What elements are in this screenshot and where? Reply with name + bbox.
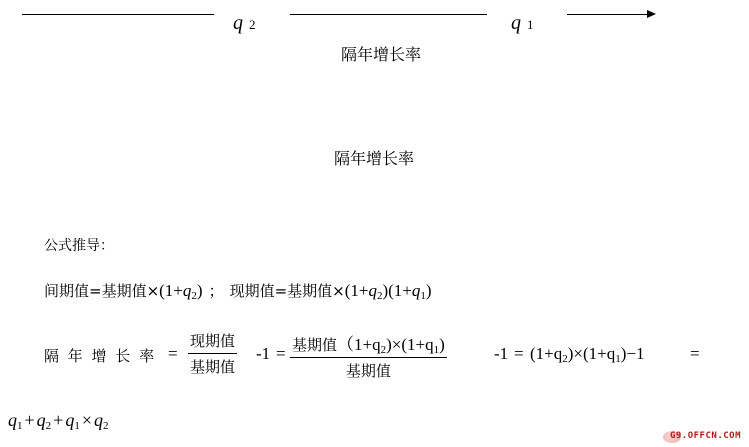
timeline-segment-middle xyxy=(290,14,487,15)
equals-sign-3: = xyxy=(514,344,524,363)
timeline-label-q2: q 2 xyxy=(233,12,256,34)
fraction-current-over-base xyxy=(188,330,237,377)
timeline-segment-right xyxy=(567,14,647,15)
growth-rate-label: 隔 年 增 长 率 xyxy=(44,347,157,365)
fraction-1-bar xyxy=(188,353,237,354)
fraction-1-denominator: 基期值 xyxy=(190,358,236,376)
equals-sign-2: = xyxy=(276,344,286,363)
current-value-label: 现期值=基期值× xyxy=(229,282,345,300)
interval-value-expr: $(1+q_2)$ xyxy=(159,281,203,302)
fraction-2-bar xyxy=(290,357,447,358)
timeline-segment-left xyxy=(22,14,214,15)
formula-separator: ； xyxy=(208,282,224,300)
timeline-label-q1: q 1 xyxy=(511,12,534,34)
minus-one-2: -1 xyxy=(494,344,509,363)
interval-value-label: 间期值=基期值× xyxy=(44,282,160,300)
fraction-expanded xyxy=(290,330,447,381)
timeline-caption: 隔年增长率 xyxy=(341,45,422,64)
watermark: G9.OFFCN.COM xyxy=(669,431,741,441)
final-result-expr: $q_1 + q_2 + q_1 \times q_2$ xyxy=(8,410,109,432)
fraction-1-numerator: 现期值 xyxy=(190,332,236,350)
equals-sign-4: = xyxy=(690,344,700,363)
fraction-2-denominator: 基期值 xyxy=(345,362,391,380)
expanded-product: $(1+q_2)\times(1+q_1)-1$ xyxy=(530,344,645,365)
equals-sign-1: = xyxy=(168,344,178,363)
current-value-expr: $(1+q_2)(1+q_1)$ xyxy=(344,281,432,302)
fraction-2-numerator: 基期值$(1+q_2)\times(1+q_1)$ xyxy=(292,335,445,356)
section-title: 隔年增长率 xyxy=(334,149,415,168)
derivation-label: 公式推导： xyxy=(44,238,114,254)
timeline-arrow-icon xyxy=(647,10,656,18)
minus-one-1: -1 xyxy=(256,344,271,363)
formula-line-1 xyxy=(44,280,432,301)
